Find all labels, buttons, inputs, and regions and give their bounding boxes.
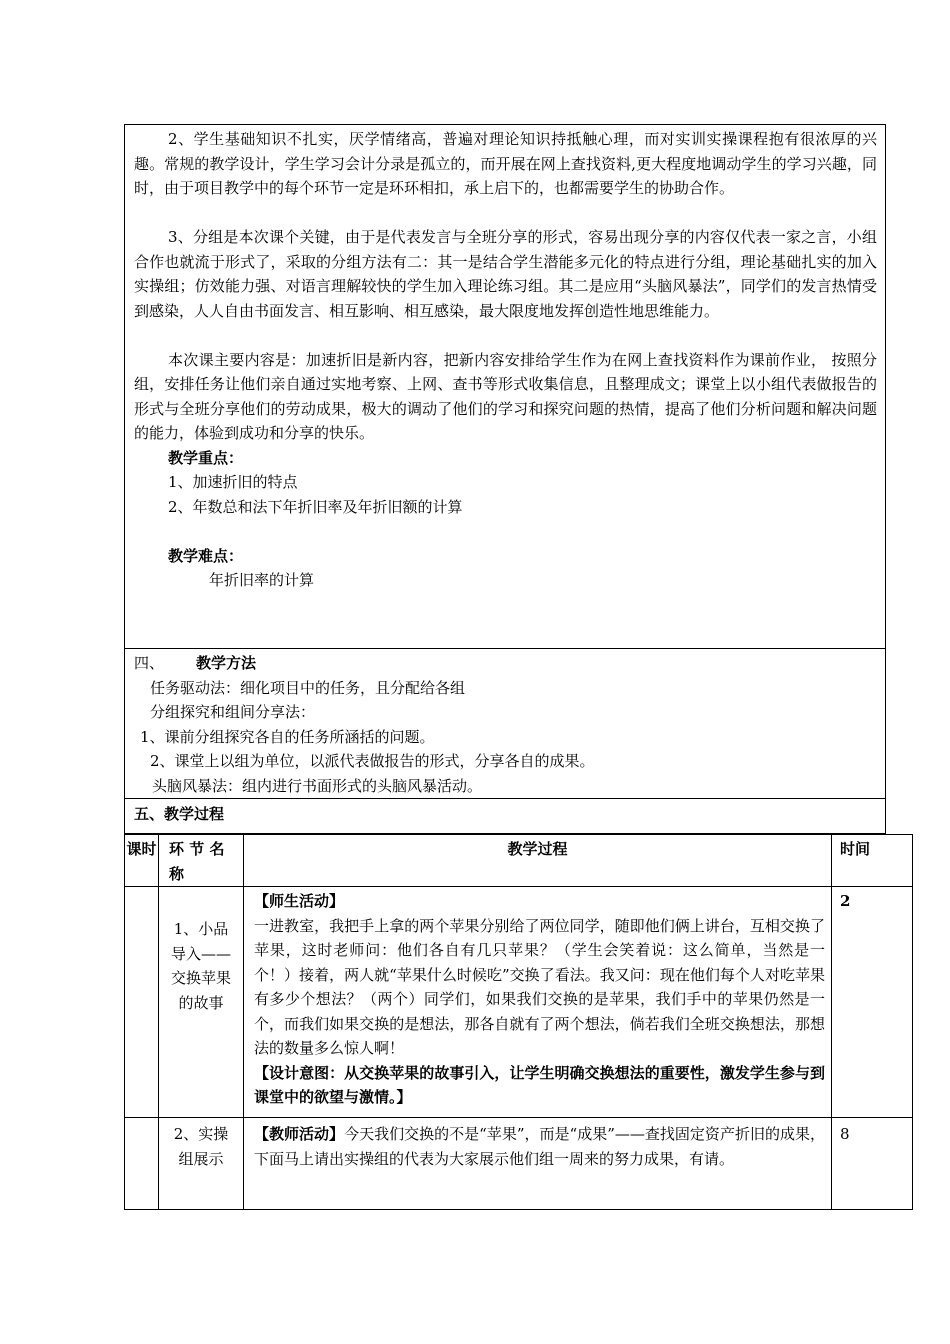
design-intent: 【设计意图：从交换苹果的故事引入，让学生明确交换想法的重要性，激发学生参与到课堂中的欲望与激情。】 xyxy=(254,1063,825,1106)
table-row xyxy=(125,887,913,1118)
activity-label: 【教师活动】 xyxy=(254,1125,345,1143)
key-point-item: 2、年数总和法下年折旧率及年折旧额的计算 xyxy=(168,497,463,516)
methods-heading-number: 四、 xyxy=(134,654,165,672)
methods-section xyxy=(124,649,886,799)
time-cell: 2 xyxy=(832,887,913,1118)
method-line: 任务驱动法：细化项目中的任务，且分配给各组 xyxy=(150,678,466,697)
difficulty-title: 教学难点： xyxy=(168,546,244,565)
intro-section xyxy=(124,124,886,649)
activity-text: 一进教室，我把手上拿的两个苹果分别给了两位同学，随即他们俩上讲台，互相交换了苹果，这时老师问：他们各自有几只苹果？（学生会笑着说：这么简单，当然是一个！）接着，两人就“苹果什么时候吃”交换了看法。我又问：现在他们每个人对吃苹果有多少个想法？（两个）同学们，如果我们交换的是苹果，我们手中的苹果仍然是一个，而我们如果交换的是想法，那各自就有了两个想法，倘若我们全班交换想法，那想法的数量多么惊人啊！ xyxy=(254,916,825,1057)
method-line: 头脑风暴法：组内进行书面形式的头脑风暴活动。 xyxy=(152,776,483,795)
step-name-cell: 2、实操组展示 xyxy=(159,1118,244,1210)
key-point-item: 1、加速折旧的特点 xyxy=(168,473,298,491)
process-cell xyxy=(244,1118,832,1210)
activity-label: 【师生活动】 xyxy=(254,892,345,910)
methods-heading-text: 教学方法 xyxy=(196,654,257,672)
method-line: 1、课前分组探究各自的任务所涵括的问题。 xyxy=(140,727,435,746)
methods-heading xyxy=(134,651,879,676)
process-table xyxy=(124,834,913,1210)
intro-paragraph-content: 本次课主要内容是：加速折旧是新内容，把新内容安排给学生作为在网上查找资料作为课前作业， 按照分组，安排任务让他们亲自通过实地考察、上网、查书等形式收集信息，且整理成文；课堂上以小组代表做报告的形式与全班分享他们的劳动成果，极大的调动了他们的学习和探究问题的热情，提高了他们分析问题和解决问题的能力，体验到成功和分享的快乐。 xyxy=(134,350,877,442)
col-header-time: 时间 xyxy=(832,835,913,887)
time-cell: 8 xyxy=(832,1118,913,1210)
col-header-step: 环 节 名称 xyxy=(159,835,244,887)
col-header-process: 教学过程 xyxy=(244,835,832,887)
step-name-cell: 1、小品导入——交换苹果的故事 xyxy=(159,887,244,1118)
intro-paragraph-3: 3、分组是本次课个关键，由于是代表发言与全班分享的形式，容易出现分享的内容仅代表一家之言，小组合作也就流于形式了，采取的分组方法有二：其一是结合学生潜能多元化的特点进行分组，理论基础扎实的加入实操组；仿效能力强、对语言理解较快的学生加入理论练习组。其二是应用“头脑风暴法”，同学们的发言热情受到感染，人人自由书面发言、相互影响、相互感染，最大限度地发挥创造性地思维能力。 xyxy=(134,228,877,320)
method-line: 分组探究和组间分享法： xyxy=(150,703,316,721)
table-header-row xyxy=(125,835,913,887)
difficulty-item: 年折旧率的计算 xyxy=(209,571,315,589)
method-line: 2、课堂上以组为单位，以派代表做报告的形式，分享各自的成果。 xyxy=(150,752,595,770)
period-cell xyxy=(125,887,159,1118)
table-row xyxy=(125,1118,913,1210)
lesson-plan-page xyxy=(124,124,886,1210)
key-points-title: 教学重点： xyxy=(168,448,244,467)
process-cell xyxy=(244,887,832,1118)
intro-paragraph-2: 2、学生基础知识不扎实，厌学情绪高，普遍对理论知识持抵触心理，而对实训实操课程抱有很浓厚的兴趣。常规的教学设计，学生学习会计分录是孤立的，而开展在网上查找资料,更大程度地调动学生的学习兴趣，同时，由于项目教学中的每个环节一定是环环相扣，承上启下的，也都需要学生的协助合作。 xyxy=(134,130,877,197)
activity-text: 今天我们交换的不是“苹果”，而是“成果”——查找固定资产折旧的成果，下面马上请出实操组的代表为大家展示他们组一周来的努力成果，有请。 xyxy=(254,1125,825,1168)
col-header-period: 课时 xyxy=(125,835,159,887)
period-cell xyxy=(125,1118,159,1210)
process-heading: 五、教学过程 xyxy=(124,799,886,834)
